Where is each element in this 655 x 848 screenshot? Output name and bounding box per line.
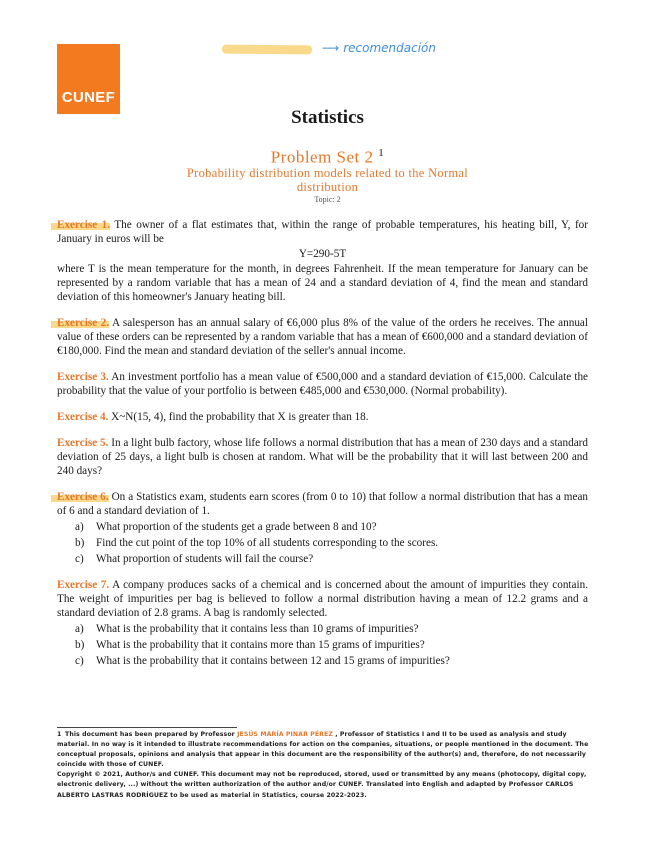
cunef-logo: CUNEF: [57, 44, 120, 114]
list-item: b) What is the probability that it contains more than 15 grams of impurities?: [75, 639, 425, 651]
exercise-3: Exercise 3. An investment portfolio has a mean value of €500,000 and a standard deviation of €15,000. Calculate the probability that the value of your portfolio is between €485,000 and €530,000. (Normal probability).: [57, 371, 589, 397]
list-item: c) What proportion of students will fail the course?: [75, 553, 314, 565]
problem-set-title: Problem Set 2 $^1$: [270, 147, 385, 167]
exercise-5: Exercise 5. In a light bulb factory, whose life follows a normal distribution that has a mean of 230 days and a standard deviation of 25 days, a light bulb is chosen at random. What will be the probability that it will last between 200 and 240 days?: [57, 437, 588, 477]
footnote: [57, 727, 591, 801]
list-item: c) What is the probability that it contains between 12 and 15 grams of impurities?: [75, 655, 450, 667]
exercise-7: Exercise 7. A company produces sacks of a chemical and is concerned about the amount of impurities they contain. The weight of impurities per bag is believed to follow a normal distribution having a mean of 12.2 grams and a standard deviation of 2.8 grams. A bag is randomly selected. a) What is the probability that it contains less than 10 grams of impurities? b) What is the probability that it contains more than 15 grams of impurities? c) What is the probability that it contains between 12 and 15 grams of impurities?: [57, 579, 588, 667]
list-item: b) Find the cut point of the top 10% of all students corresponding to the scores.: [75, 537, 439, 549]
highlight-mark: [222, 45, 312, 55]
list-item: a) What is the probability that it contains less than 10 grams of impurities?: [75, 623, 419, 635]
exercise-6: Exercise 6. On a Statistics exam, students earn scores (from 0 to 10) that follow a normal distribution that has a mean of 6 and a standard deviation of 1. a) What proportion of the students get a grade between 8 and 10? b) Find the cut point of the top 10% of all students corresponding to the scores. c) What proportion of students will fail the course?: [57, 490, 588, 566]
footnote-authorship: 1 This document has been prepared by Professor JESÚS MARÍA PINAR PÉREZ , Professor of Statistics I and II to be used as analysis and study material. In no way is it intended to illustrate recommendations for action on the companies, situations, or people mentioned in the document. The conceptual proposals, opinions and analysis that appear in this document are the responsibility of the author(s) and, therefore, do not necessarily coincide with those of CUNEF.: [57, 731, 589, 769]
exercise-1: Exercise 1. The owner of a flat estimates that, within the range of probable temperatures, his heating bill, Y, for January in euros will be Y=290-5T where T is the mean temperature for the month, in degrees Fahrenheit. If the mean temperature for January can be represented by a random variable that has a mean of 24 and a standard deviation of 4, find the mean and standard deviation of this homeowner's January heating bill.: [57, 218, 588, 304]
page-title: Statistics: [291, 107, 364, 128]
arrow-icon: ⟶: [322, 41, 340, 55]
exercise-list: [57, 218, 588, 680]
list-item: a) What proportion of the students get a grade between 8 and 10?: [75, 521, 377, 533]
exercise-4: Exercise 4. X~N(15, 4), find the probability that X is greater than 18.: [57, 411, 369, 423]
handwritten-annotation: ⟶ recomendación: [322, 41, 436, 55]
topic-label: Topic: 2: [314, 195, 341, 204]
footnote-marker: 1: [378, 147, 385, 159]
formula: Y=290-5T: [298, 248, 347, 260]
footnote-copyright: Copyright © 2021, Author/s and CUNEF. This document may not be reproduced, stored, used or transmitted by any means (photocopy, digital copy, electronic delivery, ...) without the written authorization of the author and/or CUNEF. Translated into English and adapted by Professor CARLOS ALBERTO LASTRAS RODRÍGUEZ to be used as material in Statistics, course 2022-2023.: [57, 771, 587, 799]
exercise-2: Exercise 2. A salesperson has an annual salary of €6,000 plus 8% of the value of the orders he receives. The annual value of these orders can be represented by a random variable that has a mean of €600,000 and a standard deviation of €180,000. Find the mean and standard deviation of the seller's annual income.: [57, 316, 588, 358]
problem-set-subtitle: Probability distribution models related to the Normal distribution: [186, 166, 469, 194]
footnote-divider: [57, 727, 237, 728]
